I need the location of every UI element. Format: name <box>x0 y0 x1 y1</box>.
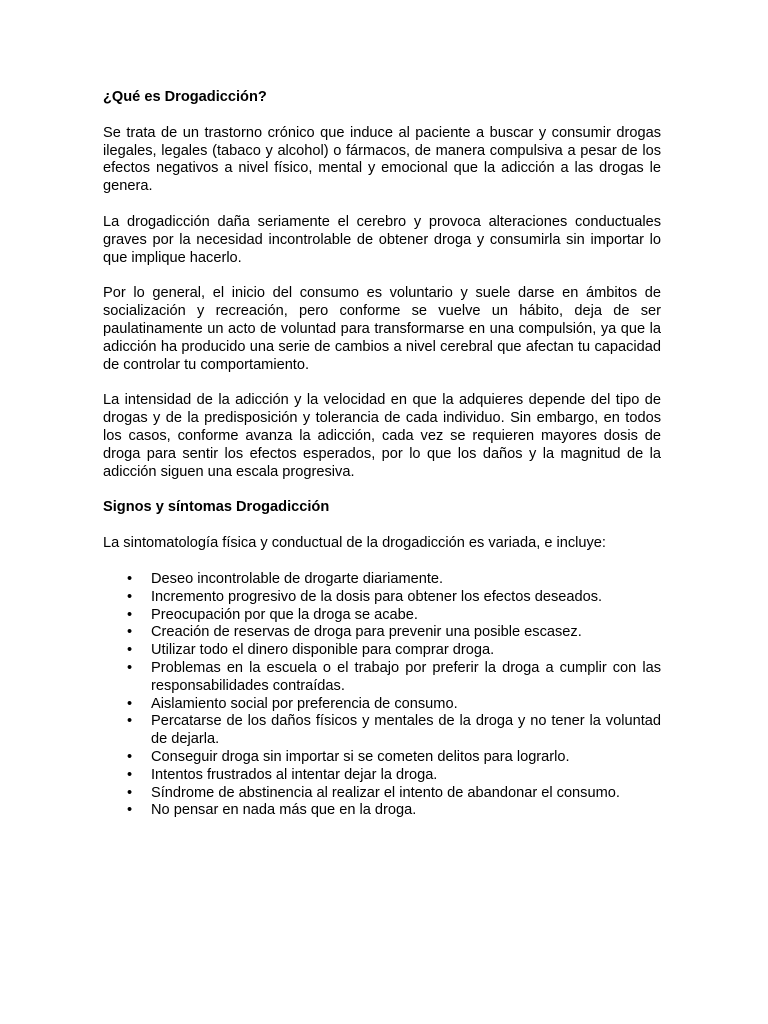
list-item-text: Preocupación por que la droga se acabe. <box>151 606 418 623</box>
list-item-text: Percatarse de los daños físicos y mentales de la droga y no tener la voluntad de dejarla. <box>151 713 661 748</box>
list-item-text: Aislamiento social por preferencia de consumo. <box>151 695 458 712</box>
list-item-text: Creación de reservas de droga para prevenir una posible escasez. <box>151 624 582 641</box>
list-item <box>103 660 661 696</box>
bullet-icon: • <box>127 642 133 659</box>
list-item-text: Intentos frustrados al intentar dejar la droga. <box>151 766 438 783</box>
paragraph-1: Se trata de un trastorno crónico que induce al paciente a buscar y consumir drogas ilegales, legales (tabaco y alcohol) o fármacos, de manera compulsiva a pesar de los efectos negativos a nivel físico, mental y emocional que la adicción a las drogas le genera. <box>103 124 661 195</box>
list-item-text: Incremento progresivo de la dosis para obtener los efectos deseados. <box>151 588 603 605</box>
symptoms-intro: La sintomatología física y conductual de la drogadicción es variada, e incluye: <box>103 535 606 552</box>
list-item-text: Problemas en la escuela o el trabajo por preferir la droga a cumplir con las responsabilidades contraídas. <box>151 659 661 694</box>
list-item <box>103 607 661 625</box>
list-item <box>103 785 661 803</box>
bullet-icon: • <box>127 570 133 587</box>
list-item-text: Deseo incontrolable de drogarte diariamente. <box>151 570 444 587</box>
list-item-text: No pensar en nada más que en la droga. <box>151 802 417 819</box>
section-heading-que-es: ¿Qué es Drogadicción? <box>103 89 267 105</box>
bullet-icon: • <box>127 588 133 605</box>
list-item <box>103 642 661 660</box>
paragraph-2: La drogadicción daña seriamente el cerebro y provoca alteraciones conductuales graves por la necesidad incontrolable de obtener droga y consumirla sin importar lo que implique hacerlo. <box>103 213 661 266</box>
list-item <box>103 802 661 820</box>
bullet-icon: • <box>127 802 133 819</box>
list-item <box>103 749 661 767</box>
bullet-icon: • <box>127 784 133 801</box>
list-item <box>103 713 661 749</box>
list-item <box>103 767 661 785</box>
paragraph-3: Por lo general, el inicio del consumo es voluntario y suele darse en ámbitos de socialización y recreación, pero conforme se vuelve un hábito, deja de ser paulatinamente un acto de voluntad para transformarse en una compulsión, ya que la adicción ha producido una serie de cambios a nivel cerebral que afectan tu capacidad de controlar tu comportamiento. <box>103 285 661 373</box>
paragraph-4: La intensidad de la adicción y la velocidad en que la adquieres depende del tipo de drogas y de la predisposición y tolerancia de cada individuo. Sin embargo, en todos los casos, conforme avanza la adicción, cada vez se requieren mayores dosis de droga para sentir los efectos esperados, por lo que los daños y la magnitud de la adicción siguen una escala progresiva. <box>103 392 661 480</box>
list-item <box>103 696 661 714</box>
bullet-icon: • <box>127 766 133 783</box>
list-item <box>103 571 661 589</box>
bullet-icon: • <box>127 624 133 641</box>
list-item-text: Utilizar todo el dinero disponible para comprar droga. <box>151 642 495 659</box>
bullet-icon: • <box>127 659 133 676</box>
list-item <box>103 589 661 607</box>
bullet-icon: • <box>127 748 133 765</box>
list-item <box>103 624 661 642</box>
document-page <box>103 89 661 820</box>
list-item-text: Conseguir droga sin importar si se cometen delitos para lograrlo. <box>151 748 570 765</box>
symptoms-list <box>103 571 661 820</box>
bullet-icon: • <box>127 713 133 730</box>
list-item-text: Síndrome de abstinencia al realizar el intento de abandonar el consumo. <box>151 784 620 801</box>
bullet-icon: • <box>127 606 133 623</box>
section-heading-signos: Signos y síntomas Drogadicción <box>103 499 330 516</box>
bullet-icon: • <box>127 695 133 712</box>
